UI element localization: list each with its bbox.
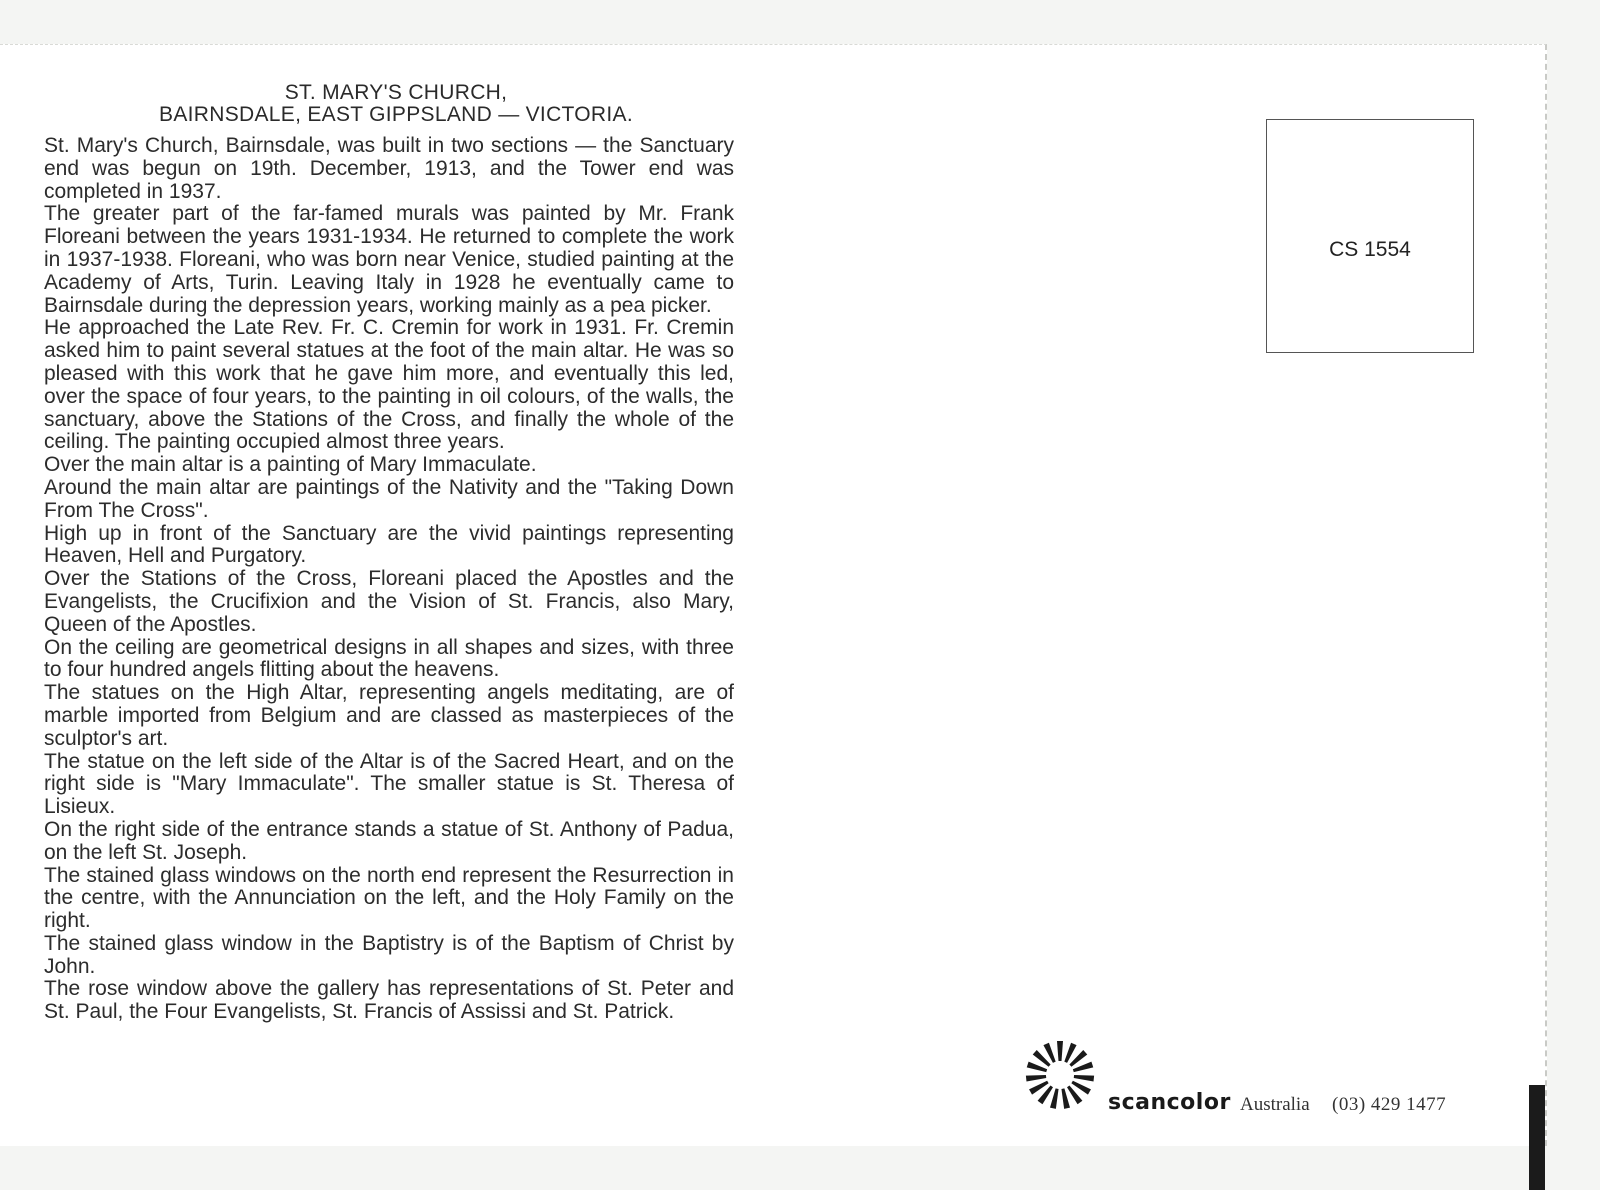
card-edge-shadow (1529, 1085, 1545, 1190)
postcard-heading (46, 82, 746, 126)
description-text (44, 135, 734, 1024)
publisher-phone: (03) 429 1477 (1332, 1094, 1447, 1115)
heading-line-1: ST. MARY'S CHURCH, (284, 81, 508, 104)
scancolor-logo-icon (1020, 1040, 1100, 1110)
paragraph: High up in front of the Sanctuary are the vivid paintings representing Heaven, Hell and Purgatory. (44, 521, 734, 568)
paragraph: Over the main altar is a painting of Mary Immaculate. (44, 453, 537, 477)
paragraph: Around the main altar are paintings of the Nativity and the "Taking Down From The Cross". (44, 475, 734, 522)
paragraph: The greater part of the far-famed murals was painted by Mr. Frank Floreani between the years 1931-1934. He returned to complete the work in 1937-1938. Floreani, who was born near Venice, studied painting at the Academy of Arts, Turin. Leaving Italy in 1928 he eventually came to Bairnsdale during the depression years, working mainly as a pea picker. (44, 202, 734, 317)
publisher-footer (1020, 1040, 1480, 1115)
paragraph: Over the Stations of the Cross, Floreani placed the Apostles and the Evangelists, the Crucifixion and the Vision of St. Francis, also Mary, Queen of the Apostles. (44, 567, 734, 636)
paragraph: The stained glass windows on the north end represent the Resurrection in the centre, with the Annunciation on the left, and the Holy Family on the right. (44, 863, 734, 933)
paragraph: The statues on the High Altar, representing angels meditating, are of marble imported from Belgium and are classed as masterpieces of the sculptor's art. (44, 681, 734, 750)
catalog-code: CS 1554 (1329, 238, 1411, 261)
paragraph: St. Mary's Church, Bairnsdale, was built in two sections — the Sanctuary end was begun on 19th. December, 1913, and the Tower end was completed in 1937. (44, 134, 734, 203)
paragraph: On the right side of the entrance stands a statue of St. Anthony of Padua, on the left St. Joseph. (44, 817, 734, 864)
publisher-country: Australia (1240, 1094, 1310, 1115)
paragraph: He approached the Late Rev. Fr. C. Cremin for work in 1931. Fr. Cremin asked him to paint several statues at the foot of the main altar. He was so pleased with this work that he gave him more, and eventually this led, over the space of four years, to the painting in oil colours, of the walls, the sanctuary, above the Stations of the Cross, and finally the whole of the ceiling. The painting occupied almost three years. (44, 316, 734, 454)
paragraph: On the ceiling are geometrical designs in all shapes and sizes, with three to four hundred angels flitting about the heavens. (44, 635, 734, 682)
paragraph: The rose window above the gallery has representations of St. Peter and St. Paul, the Four Evangelists, St. Francis of Assissi and St. Patrick. (44, 977, 734, 1024)
paragraph: The statue on the left side of the Altar is of the Sacred Heart, and on the right side is "Mary Immaculate". The smaller statue is St. Theresa of Lisieux. (44, 749, 734, 819)
publisher-brand: scancolor (1108, 1090, 1231, 1115)
paragraph: The stained glass window in the Baptistry is of the Baptism of Christ by John. (44, 931, 734, 978)
stamp-box (1266, 119, 1474, 353)
heading-line-2: BAIRNSDALE, EAST GIPPSLAND — VICTORIA. (159, 103, 633, 126)
